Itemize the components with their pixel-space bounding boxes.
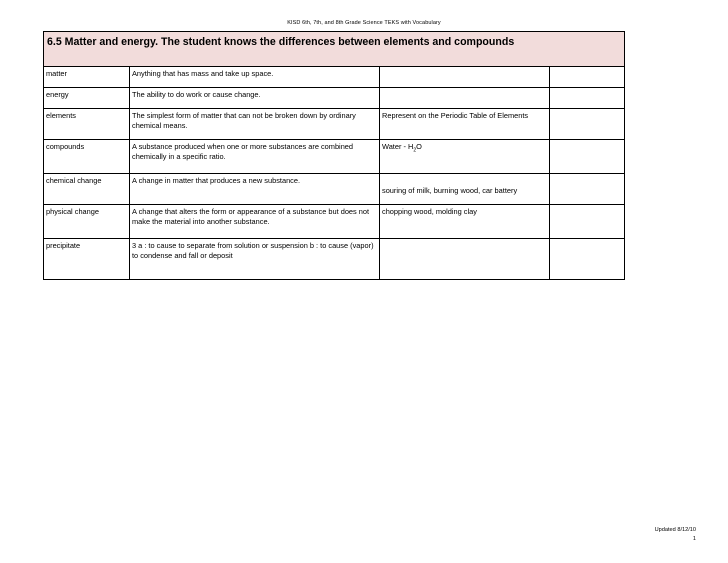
example-cell xyxy=(380,239,550,280)
page-number: 1 xyxy=(692,536,696,542)
example-cell xyxy=(380,88,550,109)
example-text-suffix: O xyxy=(416,142,422,151)
notes-cell xyxy=(550,88,625,109)
term-cell: compounds xyxy=(44,140,130,174)
table-row xyxy=(44,109,625,140)
term-cell: energy xyxy=(44,88,130,109)
example-cell xyxy=(380,174,550,205)
term-cell: precipitate xyxy=(44,239,130,280)
notes-cell xyxy=(550,140,625,174)
term-cell: physical change xyxy=(44,205,130,239)
table-row xyxy=(44,140,625,174)
table-heading: 6.5 Matter and energy. The student knows the differences between elements and compounds xyxy=(44,32,625,67)
table-row xyxy=(44,205,625,239)
notes-cell xyxy=(550,205,625,239)
notes-cell xyxy=(550,109,625,140)
example-text: Water - H xyxy=(382,142,414,151)
term-cell: elements xyxy=(44,109,130,140)
definition-cell: A substance produced when one or more substances are combined chemically in a specific ratio. xyxy=(130,140,380,174)
example-cell: chopping wood, molding clay xyxy=(380,205,550,239)
notes-cell xyxy=(550,174,625,205)
term-cell: matter xyxy=(44,67,130,88)
definition-cell: The simplest form of matter that can not be broken down by ordinary chemical means. xyxy=(130,109,380,140)
table-heading-row xyxy=(44,32,625,67)
page-footer xyxy=(655,526,696,544)
document-header: KISD 6th, 7th, and 8th Grade Science TEKS with Vocabulary xyxy=(287,20,441,26)
table-row xyxy=(44,88,625,109)
example-text: souring of milk, burning wood, car battery xyxy=(382,186,518,195)
updated-date: Updated 8/12/10 xyxy=(654,527,696,533)
example-cell xyxy=(380,140,550,174)
table-row xyxy=(44,174,625,205)
subscript: 2 xyxy=(413,147,417,154)
vocabulary-table xyxy=(43,31,625,280)
vocabulary-table-container xyxy=(43,31,624,280)
definition-cell: A change that alters the form or appearance of a substance but does not make the material into another substance. xyxy=(130,205,380,239)
definition-cell: Anything that has mass and take up space. xyxy=(130,67,380,88)
notes-cell xyxy=(550,67,625,88)
definition-cell: 3 a : to cause to separate from solution or suspension b : to cause (vapor) to condense and fall or deposit xyxy=(130,239,380,280)
table-row xyxy=(44,239,625,280)
definition-cell: The ability to do work or cause change. xyxy=(130,88,380,109)
notes-cell xyxy=(550,239,625,280)
table-row xyxy=(44,67,625,88)
example-cell: Represent on the Periodic Table of Elements xyxy=(380,109,550,140)
definition-cell: A change in matter that produces a new substance. xyxy=(130,174,380,205)
example-cell xyxy=(380,67,550,88)
term-cell: chemical change xyxy=(44,174,130,205)
